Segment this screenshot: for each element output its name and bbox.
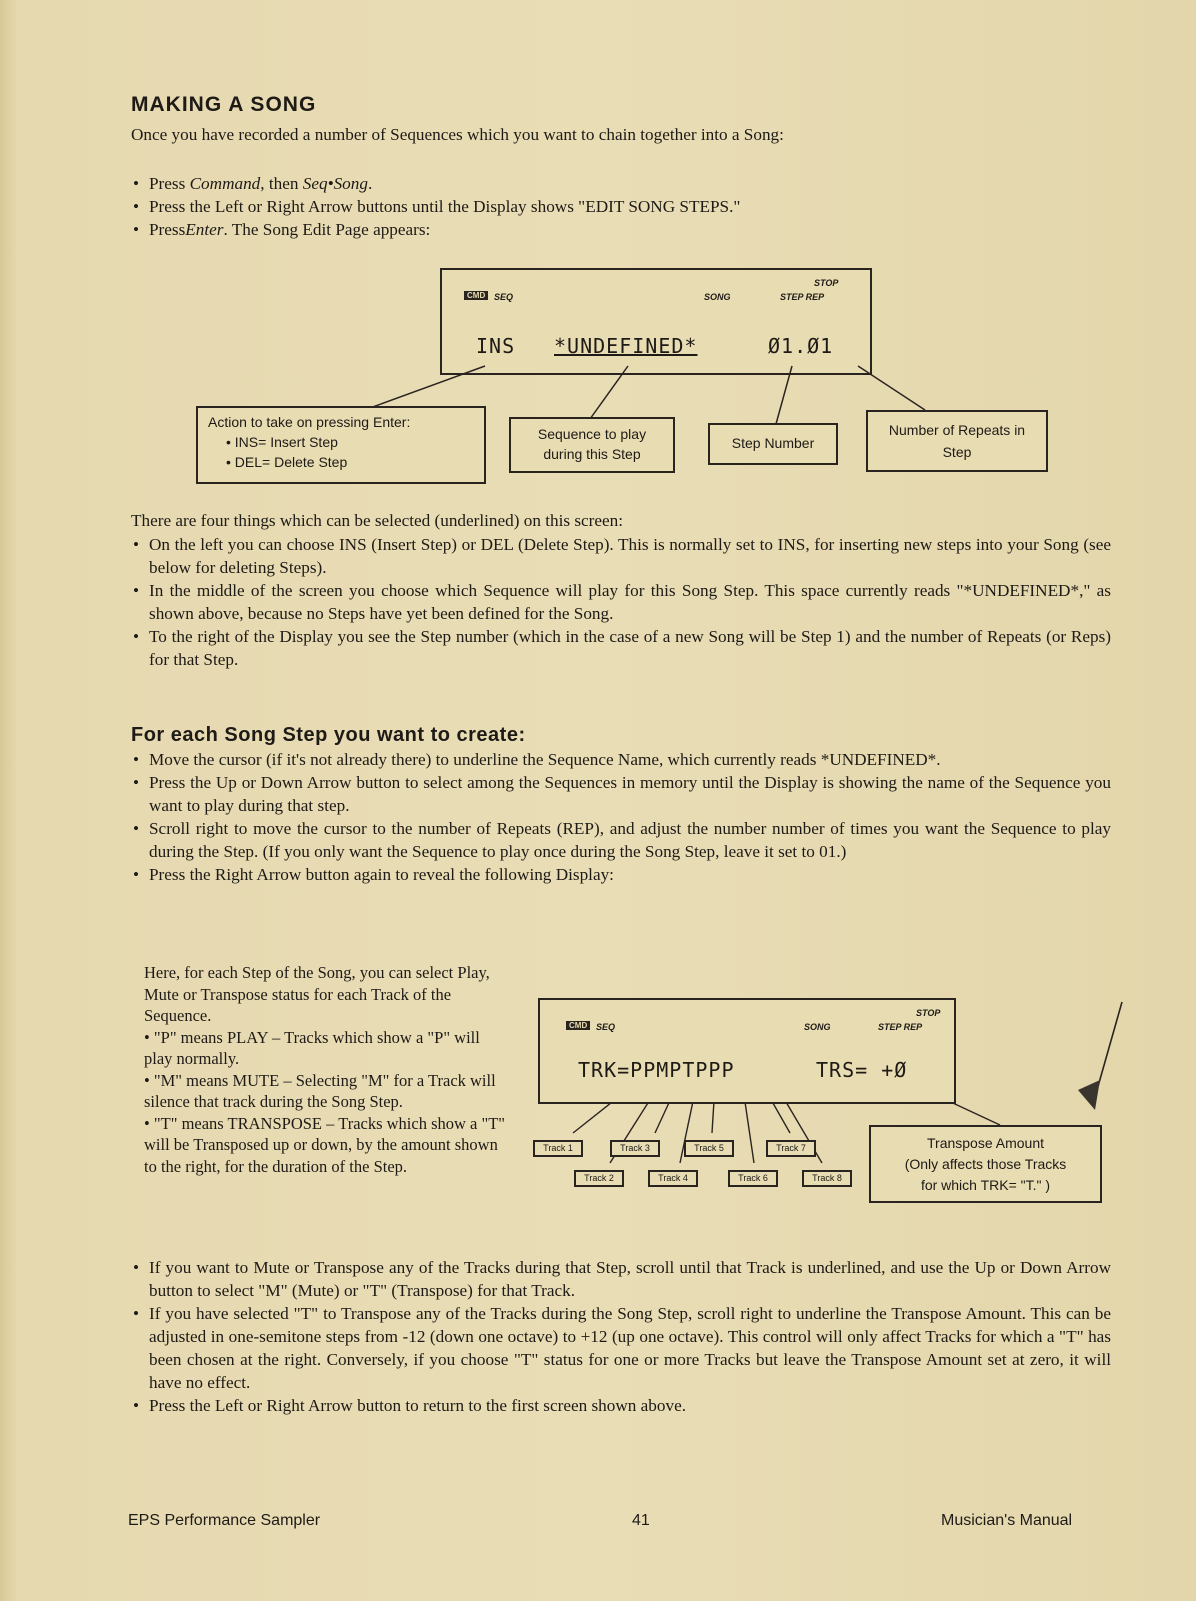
step-number-callout: Step Number: [708, 423, 838, 465]
side-text-mute: • "M" means MUTE – Selecting "M" for a Track will silence that track during the Song Step.: [144, 1070, 496, 1111]
step-item: • PressEnter. The Song Edit Page appears:: [131, 218, 1091, 241]
final-list: [131, 1256, 1111, 1417]
side-text-play: • "P" means PLAY – Tracks which show a "P" will play normally.: [144, 1027, 480, 1068]
transpose-callout-title: Transpose Amount: [927, 1135, 1044, 1151]
song-indicator: SONG: [804, 1022, 831, 1032]
step-item: • Press the Left or Right Arrow buttons until the Display shows "EDIT SONG STEPS.": [131, 195, 1091, 218]
transpose-callout-line: for which TRK= "T." ): [920, 1177, 1051, 1193]
list-item: • Scroll right to move the cursor to the number of Repeats (REP), and adjust the number number of times you want the Sequence to play during the Step. (If you only want the Sequence to play once during the Song Step, leave it set to 01.): [131, 817, 1111, 863]
ins-field: INS: [476, 334, 516, 358]
list-item: • Move the cursor (if it's not already there) to underline the Sequence Name, which currently reads *UNDEFINED*.: [131, 748, 1111, 771]
list-item: • In the middle of the screen you choose which Sequence will play for this Song Step. This space currently reads "*UNDEFINED*," as shown above, because no Steps have yet been defined for the Song.: [131, 579, 1111, 625]
side-text-intro: Here, for each Step of the Song, you can select Play, Mute or Transpose status for each Track of the Sequence.: [144, 963, 490, 1025]
connector-line: [370, 366, 485, 408]
section-heading: For each Song Step you want to create:: [131, 724, 526, 746]
track-3-label: Track 3: [610, 1140, 660, 1157]
seq-indicator: SEQ: [596, 1022, 616, 1032]
footer-left: EPS Performance Sampler: [128, 1512, 321, 1529]
stop-indicator: STOP: [916, 1008, 941, 1018]
four-things-list: [131, 533, 1111, 671]
action-del-text: • DEL= Delete Step: [226, 454, 348, 470]
track-status-field: TRK=PPMPTPPP: [578, 1058, 735, 1082]
transpose-callout-line: (Only affects those Tracks: [904, 1156, 1067, 1172]
transpose-callout: [869, 1125, 1102, 1203]
cmd-indicator: CMD: [464, 291, 488, 300]
sequence-field: *UNDEFINED*: [554, 334, 698, 358]
step-rep-field: Ø1.Ø1: [768, 334, 834, 358]
step-rep-indicator: STEP REP: [780, 292, 825, 302]
song-indicator: SONG: [704, 292, 731, 302]
step-item: • Press Command, then Seq•Song.: [131, 172, 1091, 195]
action-ins-text: • INS= Insert Step: [226, 434, 338, 450]
track-4-label: Track 4: [648, 1170, 698, 1187]
track-status-display: [538, 998, 956, 1104]
track-8-label: Track 8: [802, 1170, 852, 1187]
step-rep-indicator: STEP REP: [878, 1022, 923, 1032]
track-5-label: Track 5: [684, 1140, 734, 1157]
track-2-label: Track 2: [574, 1170, 624, 1187]
action-callout-title: Action to take on pressing Enter:: [208, 414, 411, 430]
stop-indicator: STOP: [814, 278, 839, 288]
side-description: [144, 962, 509, 1177]
connector-line: [776, 366, 792, 424]
list-item: • Press the Up or Down Arrow button to select among the Sequences in memory until the Display is showing the name of the Sequence you want to play during that step.: [131, 771, 1111, 817]
cmd-indicator: CMD: [566, 1021, 590, 1030]
track-6-label: Track 6: [728, 1170, 778, 1187]
list-item: • On the left you can choose INS (Insert Step) or DEL (Delete Step). This is normally set to INS, for inserting new steps into your Song (see below for deleting Steps).: [131, 533, 1111, 579]
four-things-intro: There are four things which can be selected (underlined) on this screen:: [131, 511, 624, 530]
sequence-callout: Sequence to play during this Step: [509, 417, 675, 473]
track-7-label: Track 7: [766, 1140, 816, 1157]
list-item: • Press the Left or Right Arrow button to return to the first screen shown above.: [131, 1394, 1111, 1417]
intro-text: Once you have recorded a number of Sequences which you want to chain together into a Song:: [131, 125, 784, 144]
page-title: MAKING A SONG: [131, 93, 317, 116]
section2-list: [131, 748, 1111, 886]
transpose-field: TRS= +Ø: [816, 1058, 908, 1082]
connector-line: [858, 366, 925, 410]
footer-right: Musician's Manual: [941, 1512, 1073, 1529]
list-item: • Press the Right Arrow button again to reveal the following Display:: [131, 863, 1111, 886]
pen-arrowhead: [1078, 1080, 1100, 1110]
track-1-label: Track 1: [533, 1140, 583, 1157]
repeats-callout: Number of Repeats in Step: [866, 410, 1048, 472]
side-text-transpose: • "T" means TRANSPOSE – Tracks which show a "T" will be Transposed up or down, by the amount shown to the right, for the duration of the Step.: [144, 1113, 506, 1176]
list-item: • To the right of the Display you see the Step number (which in the case of a new Song will be Step 1) and the number of Repeats (or Reps) for that Step.: [131, 625, 1111, 671]
connector-line: [590, 366, 628, 419]
list-item: • If you want to Mute or Transpose any of the Tracks during that Step, scroll until that Track is underlined, and use the Up or Down Arrow button to select "M" (Mute) or "T" (Transpose) for that Track.: [131, 1256, 1111, 1302]
list-item: • If you have selected "T" to Transpose any of the Tracks during the Song Step, scroll right to underline the Transpose Amount. This can be adjusted in one-semitone steps from -12 (down one octave) to +12 (up one octave). This control will only affect Tracks for which a "T" has been chosen at the right. Conversely, if you choose "T" status for one or more Tracks but leave the Transpose Amount set at zero, it will have no effect.: [131, 1302, 1111, 1394]
seq-indicator: SEQ: [494, 292, 514, 302]
page-number: 41: [632, 1512, 650, 1529]
action-callout: [196, 406, 486, 484]
